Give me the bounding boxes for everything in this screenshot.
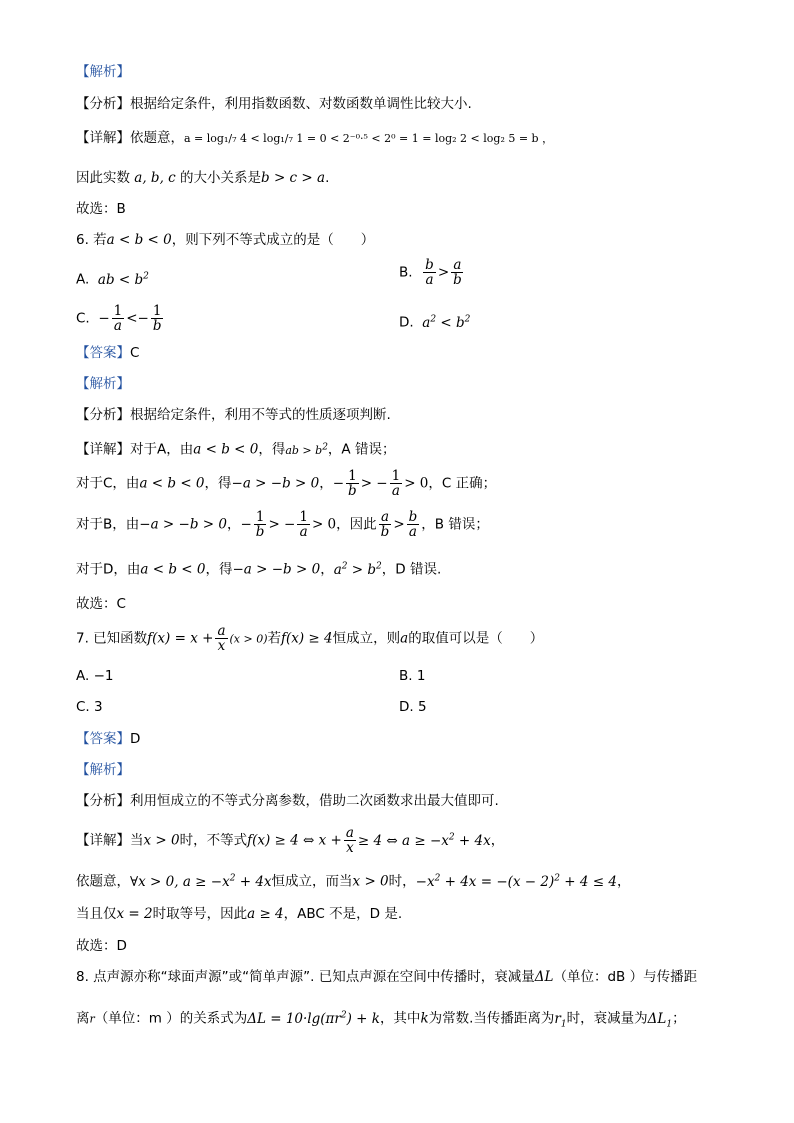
conclusion-mid: 的大小关系是 — [180, 170, 262, 186]
text: ，B 错误； — [421, 516, 489, 533]
q6-stem — [76, 230, 374, 250]
q6-xiangjie-d: 对于D，由a < b < 0，得−a > −b > 0，$a^2 > b^2$，D 错误. — [76, 561, 442, 578]
jiexi-heading-q5: 【解析】 — [76, 64, 130, 80]
text: 对于D，由 — [76, 561, 141, 578]
text: 时， — [388, 873, 416, 890]
q7-option-a: A. −1 — [76, 668, 114, 684]
text: 8. 点声源亦称“球面声源”或“简单声源”. 已知点声源在空间中传播时，衰减量 — [76, 969, 535, 985]
text: ，得 — [205, 561, 233, 578]
fenxi-text: 根据给定条件，利用指数函数、对数函数单调性比较大小. — [130, 96, 472, 112]
text: ，其中 — [379, 1010, 421, 1027]
text: 依题意， — [76, 873, 130, 890]
q8-line-1: 8. 点声源亦称“球面声源”或“简单声源”. 已知点声源在空间中传播时，衰减量ΔL（单位：dB ）与传播距 — [76, 969, 698, 985]
option-label: C. — [76, 310, 90, 327]
conclusion-vars: a, b, c — [134, 170, 176, 186]
text: 时，衰减量为 — [566, 1010, 648, 1027]
q7-xiangjie-1: 【详解】当x > 0时，不等式f(x) ≥ 4 ⇔ x + $\frac{a}{x}$ ≥ 4 ⇔ $a \ge -x^2 + 4x$， — [76, 825, 505, 856]
text: 7. 已知函数 — [76, 630, 148, 647]
answer-tag: 【答案】 — [76, 345, 130, 361]
option-label: D. — [399, 314, 414, 331]
q6-option-c: C. − $\frac{1}{a}$ <− $\frac{1}{b}$ — [76, 303, 162, 334]
answer-tag: 【答案】 — [76, 731, 130, 747]
q6-option-d: D. $a^2 < b^2$ — [399, 314, 471, 331]
text: （单位：m ）的关系式为 — [94, 1010, 248, 1027]
q6-fenxi — [76, 405, 391, 425]
q5-final-answer: 故选：B — [76, 201, 126, 217]
text: 若 — [267, 630, 281, 647]
fenxi-tag: 【分析】 — [76, 96, 130, 112]
xiangjie-formula: a = log₁/₇ 4 < log₁/₇ 1 = 0 < 2⁻⁰·⁵ < 2⁰ = 1 = log₂ 2 < log₂ 5 = b ， — [184, 132, 554, 145]
text: ，得 — [258, 441, 286, 458]
q5-xiangjie — [76, 128, 553, 149]
q6-stem-condition: a < b < 0 — [106, 232, 172, 248]
q7-fenxi — [76, 791, 499, 811]
q6-stem-rest: ，则下列不等式成立的是（ ） — [171, 232, 375, 248]
xiangjie-tag: 【详解】 — [76, 832, 130, 849]
jiexi-heading-q7: 【解析】 — [76, 762, 130, 778]
text: ，得 — [204, 475, 232, 492]
q6-xiangjie-b: 对于B，由−a > −b > 0，− $\frac{1}{b}$ > − $\frac{1}{a}$ > 0，因此 $\frac{a}{b}$ > $\frac{b}{a}$ ，B 错误； — [76, 509, 489, 540]
q6-xiangjie-c: 对于C，由a < b < 0，得−a > −b > 0，− $\frac{1}{b}$ > − $\frac{1}{a}$ > 0，C 正确； — [76, 468, 497, 499]
text: 时取等号，因此 — [152, 906, 248, 922]
text: 为常数.当传播距离为 — [428, 1010, 555, 1027]
answer-value: D — [130, 731, 141, 747]
text: ，ABC 不是，D 是. — [283, 906, 403, 922]
text: 恒成立，则 — [332, 630, 401, 647]
text: （单位：dB ）与传播距 — [553, 969, 698, 985]
q7-option-d: D. 5 — [399, 699, 427, 715]
text: 的取值可以是（ ） — [408, 630, 544, 647]
q6-answer — [76, 343, 139, 363]
text: 对于A，由 — [130, 441, 194, 458]
xiangjie-tag: 【详解】 — [76, 130, 130, 146]
text: 当 — [130, 832, 144, 849]
q5-conclusion — [76, 168, 329, 188]
text: 对于B，由 — [76, 516, 140, 533]
text: 离 — [76, 1010, 90, 1027]
text: 恒成立，而当 — [271, 873, 353, 890]
q7-stem: 7. 已知函数f(x) = x + $\frac{a}{x}$ (x > 0)若f(x) ≥ 4恒成立，则a的取值可以是（ ） — [76, 623, 544, 654]
q6-option-b: B. $\frac{b}{a}$ > $\frac{a}{b}$ — [399, 257, 462, 288]
q6-stem-number: 6. 若 — [76, 232, 107, 248]
conclusion-prefix: 因此实数 — [76, 170, 130, 186]
fenxi-text: 利用恒成立的不等式分离参数，借助二次函数求出最大值即可. — [130, 793, 499, 809]
q5-fenxi — [76, 94, 472, 114]
text: 当且仅 — [76, 906, 117, 922]
q6-option-a: A. ab < $b^2$ — [76, 271, 149, 288]
fenxi-tag: 【分析】 — [76, 407, 130, 423]
text: 时，不等式 — [179, 832, 248, 849]
q7-answer — [76, 729, 140, 749]
option-label: A. — [76, 271, 90, 288]
text: ，A 错误； — [327, 441, 396, 458]
answer-value: C — [130, 345, 140, 361]
xiangjie-prefix: 依题意， — [130, 130, 184, 146]
q8-line-2: 离r（单位：m ）的关系式为$\Delta L = 10\cdot\lg(\pi r^2) + k$，其中k为常数.当传播距离为$r_1$时，衰减量为$\Delta L_1$； — [76, 1010, 686, 1030]
q7-xiangjie-3: 当且仅x = 2时取等号，因此a ≥ 4，ABC 不是，D 是. — [76, 906, 403, 922]
option-label: B. — [399, 264, 413, 281]
q6-xiangjie-a: 【详解】对于A，由a < b < 0，得ab > $b^2$，A 错误； — [76, 441, 396, 458]
q7-xiangjie-2: 依题意，∀x > 0, $a \ge -x^2 + 4x$恒成立，而当x > 0时，$-x^2 + 4x = -(x - 2)^2 + 4 \le 4$， — [76, 873, 631, 890]
xiangjie-tag: 【详解】 — [76, 441, 130, 458]
fenxi-tag: 【分析】 — [76, 793, 130, 809]
text: 对于C，由 — [76, 475, 140, 492]
conclusion-relation: b > c > a — [261, 170, 326, 186]
q6-final-answer: 故选：C — [76, 596, 126, 612]
text: ，D 错误. — [381, 561, 442, 578]
q7-option-c: C. 3 — [76, 699, 103, 715]
q7-option-b: B. 1 — [399, 668, 426, 684]
fenxi-text: 根据给定条件，利用不等式的性质逐项判断. — [130, 407, 391, 423]
jiexi-heading-q6: 【解析】 — [76, 376, 130, 392]
text: ，因此 — [336, 516, 377, 533]
conclusion-end: . — [325, 170, 330, 186]
text: ，C 正确； — [428, 475, 497, 492]
q7-final-answer: 故选：D — [76, 938, 127, 954]
